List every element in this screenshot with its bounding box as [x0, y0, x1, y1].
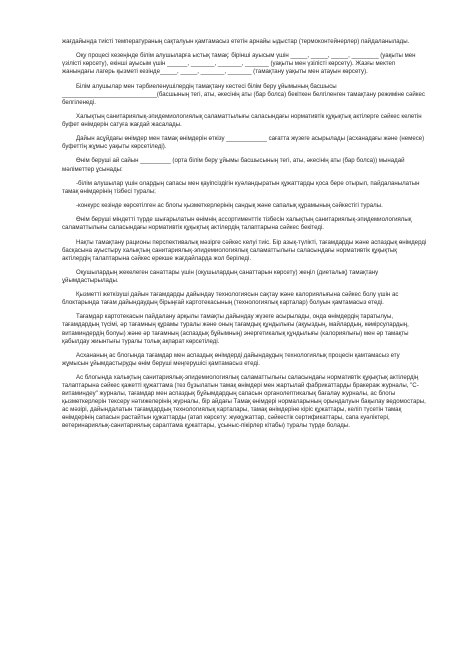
paragraph-5: Дайын асұйдағы өнімдер мен тамақ өнімдерін өткізу ____________ сағатта жүзеге асырылады (асханадағы және (немесе) буфеттің жұмыс уақыты көрсетіледі). — [62, 135, 425, 151]
paragraph-13: Тағамдар картотекасын пайдалану арқылы тамақты дайындау жүзеге асырылады, онда өнімдердің таратылуы, тағамдардың түсімі, әр тағамның құрамы туралы және оның тағамдық құндылығы (ақуыздың, майлардың, көмірсулардың, витаминдердің болуы) және әр тағамның (аспаздық бұйымның) энергетикалық құндылығы (калориялығы) мен әр тамақты қабылдау жиынтығы туралы толық ақпарат көрсетіледі. — [62, 313, 409, 345]
paragraph-7: -білім алушылар үшін олардың сапасы мен қауіпсіздігін куәландыратын құжаттарды қоса бере отырып, пайдаланылатын тамақ өнімдерінің тізбесі туралы; — [62, 179, 420, 195]
paragraph-6: Өнім беруші ай сайын _________ (орта білім беру ұйымы басшысының тегі, аты, әкесінің аты (бар болса)) мынадай мәліметтер ұсынады: — [62, 157, 405, 173]
paragraph-2: Оқу процесі кезеңінде білім алушыларға ыстық тамақ: бірінші ауысым үшін _____, _____, _____, ________ (уақыты мен үзілісті көрсету), екінші ауысым үшін ______, _______, _______, _______ (уақыты мен үзілісті көрсету). Жазғы мектеп жанындағы лагерь қызметі кезінде_____, _____, _______, _______ (тамақтану уақыты мен атауын көрсету). — [62, 52, 416, 76]
paragraph-15: Ас блогында халықтың санитариялық-эпидемиологиялық саламаттылығы саласындағы нормативтік құқықтық актілердің талаптарына сәйкес қажетті құжаттама (тез бұзылатын тамақ өнімдері мен жартылай фабрикаттарды бракераж журналы, "С-витаминдеу" журналы, тағамдар мен аспаздық бұйымдардың сапасын органолептикалық бағалау журналы, ас блогы қызметкерлерін тексеру нәтижелерінің журналы, бір айдағы Тамақ өнімдері нормаларының орындалуын бақылау ведомостары, ас мәзірі, дайындалатын тағамдардың технологиялық карталары, тамақ өнімдеріне кіріс құжаттары, келіп түсетін тамақ өнімдерінің сапасын растайтын құжаттарды (атап көрсету: жүкқұжаттар, сәйкестік сертификаттары, сапа куәліктері, ветеринариялық-санитариялық саралтама құжаттары, ұсыныс-пікірлер кітабы) туралы түрде болады. — [62, 374, 426, 430]
paragraph-10: Нақты тамақтану рационы перспективалық мәзірге сәйкес келуі тиіс. Бір азық-түлікті, тағамдарды және аспаздық өнімдерді басқасына ауыстыру халықтың санитариялық-эпидемиологиялық саламаттылығы саласындағы нормативтік құқықтық актілердің талаптарына сәйкес ерекше жағдайларда жол беріледі. — [62, 238, 427, 262]
paragraph-14: Асхананың ас блогында тағамдар мен аспаздық өнімдерді дайындаудың технологиялық процесін қамтамасыз ету жұмысын ұйымдастыруды өнім беруші меңгерушісі қамтамасыз етеді. — [62, 351, 400, 367]
paragraph-11: Оқушылардың жекелеген санаттары үшін (оқушылардың санаттарын көрсету) жеңіл (диеталық) тамақтану ұйымдастырылады. — [62, 268, 379, 284]
paragraph-12: Қызметті жеткізуші дайын тағамдарды дайындау технологиясын сақтау және калориялығына сәйкес болу үшін ас блоктарында тағам дайындаудың бірыңғай картотекасының (технологиялық карталар) болуын қамтамасыз етеді. — [62, 291, 399, 307]
paragraph-1: жағдайында тиісті температураның сақталуын қамтамасыз ететін арнайы ыдыстар (термоконтейнерлер) пайдаланылады. — [62, 38, 410, 45]
paragraph-3: Білім алушылар мен тәрбиеленушілердің тамақтану кестесі білім беру ұйымының басшысы ____________________________(басшының тегі, аты, әкесінің аты (бар болса) бекіткен белгіленген тамақтану режиміне сәйкес белгіленеді. — [62, 82, 425, 106]
paragraph-9: Өнім беруші міндетті түрде шығарылатын өнімнің ассортименттік тізбесін халықтың санитариялық-эпидемиологиялық саламаттылығы саласындағы нормативтік құқықтық актілердің талаптарына сәйкес бекітеді. — [62, 216, 412, 232]
paragraph-4: Халықтың санитариялық-эпидемиологиялық саламаттылығы саласындағы нормативтік құқықтық актілерге сәйкес келетін буфет өнімдерін сатуға жағдай жасалады. — [62, 112, 422, 128]
paragraph-8: -конкурс кезінде көрсетілген ас блогы қызметкерлерінің сандық және сапалық құрамының сәйкестігі туралы. — [76, 202, 383, 210]
